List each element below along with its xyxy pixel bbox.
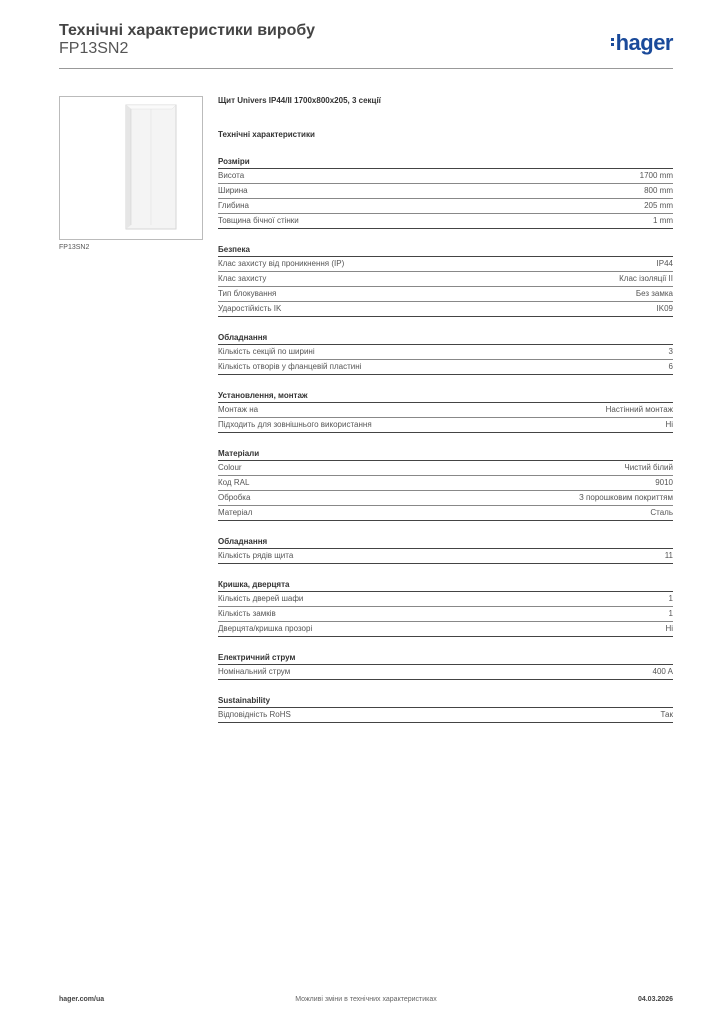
- spec-group-title: Обладнання: [218, 331, 673, 345]
- spec-value: 1: [668, 594, 673, 603]
- spec-group-title: Кришка, дверцята: [218, 578, 673, 592]
- spec-row: [218, 403, 673, 418]
- brand-logo: [611, 30, 673, 56]
- product-code: FP13SN2: [59, 40, 129, 57]
- spec-value: IK09: [656, 304, 673, 313]
- spec-value: Ні: [665, 420, 673, 429]
- spec-row: [218, 491, 673, 506]
- spec-value: 800 mm: [644, 186, 673, 195]
- spec-label: Глибина: [218, 201, 249, 210]
- spec-group: [218, 447, 673, 521]
- spec-label: Монтаж на: [218, 405, 259, 414]
- logo-text: hager: [615, 30, 673, 55]
- spec-label: Кількість отворів у фланцевій пластині: [218, 362, 362, 371]
- spec-label: Кількість замків: [218, 609, 276, 618]
- spec-value: Чистий білий: [624, 463, 673, 472]
- spec-label: Ширина: [218, 186, 248, 195]
- spec-value: З порошковим покриттям: [579, 493, 673, 502]
- spec-group-title: Безпека: [218, 243, 673, 257]
- header-divider: [59, 68, 673, 69]
- spec-value: Сталь: [650, 508, 673, 517]
- spec-row: [218, 345, 673, 360]
- spec-label: Ударостійкість IK: [218, 304, 282, 313]
- spec-label: Дверцята/кришка прозорі: [218, 624, 313, 633]
- spec-row: [218, 622, 673, 637]
- spec-row: [218, 214, 673, 229]
- spec-row: [218, 549, 673, 564]
- spec-row: [218, 199, 673, 214]
- spec-group: [218, 243, 673, 317]
- spec-label: Товщина бічної стінки: [218, 216, 299, 225]
- spec-value: Так: [660, 710, 673, 719]
- spec-group: [218, 331, 673, 375]
- spec-group-title: Матеріали: [218, 447, 673, 461]
- spec-row: [218, 607, 673, 622]
- spec-label: Номінальний струм: [218, 667, 291, 676]
- spec-value: 6: [668, 362, 673, 371]
- spec-label: Кількість секцій по ширині: [218, 347, 315, 356]
- product-image-caption: FP13SN2: [59, 244, 90, 251]
- spec-row: [218, 665, 673, 680]
- spec-group: [218, 578, 673, 637]
- spec-group-title: Електричний струм: [218, 651, 673, 665]
- spec-row: [218, 708, 673, 723]
- spec-value: 1 mm: [653, 216, 673, 225]
- spec-label: Клас захисту: [218, 274, 267, 283]
- spec-value: 1700 mm: [639, 171, 673, 180]
- spec-row: [218, 418, 673, 433]
- spec-value: IP44: [656, 259, 673, 268]
- spec-label: Colour: [218, 463, 242, 472]
- spec-groups: [218, 155, 673, 723]
- spec-label: Відповідність RoHS: [218, 710, 291, 719]
- spec-label: Висота: [218, 171, 245, 180]
- spec-row: [218, 287, 673, 302]
- spec-value: Клас ізоляції II: [619, 274, 673, 283]
- spec-content: [218, 95, 673, 723]
- spec-group-title: Обладнання: [218, 535, 673, 549]
- spec-label: Тип блокування: [218, 289, 277, 298]
- spec-row: [218, 184, 673, 199]
- product-image-frame: [59, 96, 203, 240]
- spec-value: 1: [668, 609, 673, 618]
- spec-row: [218, 506, 673, 521]
- spec-value: 205 mm: [644, 201, 673, 210]
- spec-label: Підходить для зовнішнього використання: [218, 420, 372, 429]
- product-name: Щит Univers IP44/II 1700x800x205, 3 секції: [218, 96, 381, 105]
- spec-group: [218, 389, 673, 433]
- spec-label: Матеріал: [218, 508, 253, 517]
- spec-label: Клас захисту від проникнення (IP): [218, 259, 345, 268]
- logo-dots-icon: [611, 36, 614, 48]
- footer-date: 04.03.2026: [637, 996, 673, 1003]
- page-footer: [59, 996, 673, 1008]
- spec-section-title: Технічні характеристики: [218, 130, 315, 139]
- spec-label: Обробка: [218, 493, 251, 502]
- spec-group: [218, 155, 673, 229]
- spec-label: Кількість дверей шафи: [218, 594, 304, 603]
- spec-group: [218, 694, 673, 723]
- page-title: Технічні характеристики виробу: [59, 22, 315, 39]
- footer-disclaimer: Можливі зміни в технічних характеристиках: [295, 996, 437, 1003]
- spec-group-title: Sustainability: [218, 694, 673, 708]
- spec-label: Кількість рядів щита: [218, 551, 294, 560]
- spec-value: Ні: [665, 624, 673, 633]
- spec-group-title: Установлення, монтаж: [218, 389, 673, 403]
- spec-value: Без замка: [635, 289, 673, 298]
- spec-row: [218, 461, 673, 476]
- spec-value: 400 A: [652, 667, 673, 676]
- spec-value: Настінний монтаж: [605, 405, 673, 414]
- spec-value: 3: [668, 347, 673, 356]
- spec-row: [218, 592, 673, 607]
- spec-value: 11: [664, 551, 673, 560]
- spec-row: [218, 272, 673, 287]
- spec-group: [218, 651, 673, 680]
- spec-row: [218, 302, 673, 317]
- spec-row: [218, 360, 673, 375]
- spec-value: 9010: [655, 478, 673, 487]
- spec-row: [218, 169, 673, 184]
- cabinet-product-image: [122, 103, 180, 231]
- spec-row: [218, 257, 673, 272]
- spec-group-title: Розміри: [218, 155, 673, 169]
- spec-row: [218, 476, 673, 491]
- spec-group: [218, 535, 673, 564]
- footer-website-link[interactable]: hager.com/ua: [59, 996, 105, 1003]
- page-header: [59, 22, 673, 58]
- spec-label: Код RAL: [218, 478, 250, 487]
